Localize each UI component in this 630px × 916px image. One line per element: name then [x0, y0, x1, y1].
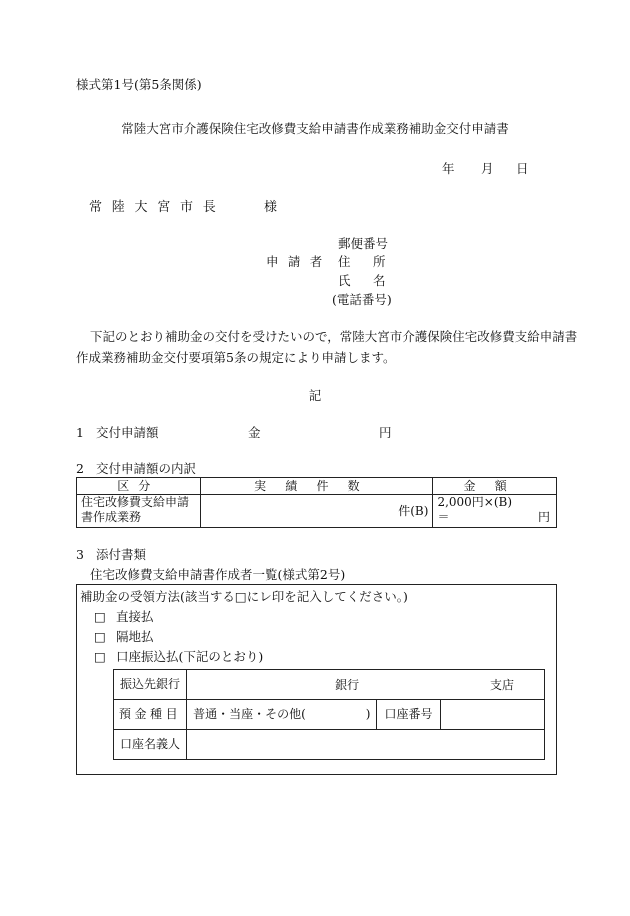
row-category-line-1: 住宅改修費支給申請 — [81, 495, 190, 509]
row-equals: ＝ — [437, 510, 450, 524]
account-type-value[interactable] — [187, 700, 377, 730]
row-count-unit: 件(B) — [398, 503, 429, 518]
option-remote-checkbox[interactable]: □ — [94, 629, 106, 644]
account-holder-label-cell — [114, 730, 187, 760]
name-label: 氏名 — [338, 273, 409, 288]
option-direct-checkbox[interactable]: □ — [94, 609, 106, 624]
account-number-label-cell — [377, 700, 440, 730]
account-holder-value[interactable] — [187, 730, 545, 760]
section-1-number: 1 — [76, 425, 84, 440]
option-remote-label: 隔地払 — [116, 629, 154, 644]
body-line-1: 下記のとおり補助金の交付を受けたいので，常陸大宮市介護保険住宅改修費支給申請書 — [90, 329, 578, 344]
ki-heading: 記 — [308, 388, 322, 403]
account-type-label: 預金種目 — [118, 707, 182, 721]
header-amount-text: 金額 — [463, 478, 526, 493]
bank-dest-label-cell — [114, 670, 187, 700]
section-2-label: 交付申請額の内訳 — [96, 461, 197, 476]
header-results-text: 実績件数 — [254, 478, 379, 493]
attachment-item: 住宅改修費支給申請書作成者一覧(様式第2号) — [90, 567, 346, 582]
section-1-kin: 金 — [248, 425, 261, 440]
row-count — [200, 495, 433, 528]
body-line-2: 作成業務補助金交付要項第5条の規定により申請します。 — [76, 350, 396, 365]
header-results — [200, 478, 433, 495]
row-category — [77, 495, 201, 528]
section-1-yen: 円 — [379, 425, 392, 440]
applicant-role-label: 申請者 — [266, 254, 332, 269]
option-direct-label: 直接払 — [116, 609, 154, 624]
postal-code-label: 郵便番号 — [338, 236, 389, 251]
account-type-label-cell — [114, 700, 187, 730]
bank-dest-value[interactable] — [187, 670, 545, 700]
bank-table — [113, 669, 545, 760]
address-label: 住所 — [338, 254, 409, 269]
row-formula: 2,000円×(B) — [437, 495, 513, 509]
account-holder-label: 口座名義人 — [120, 737, 181, 751]
account-number-value[interactable] — [440, 700, 544, 730]
date-month: 月 — [481, 161, 494, 176]
breakdown-table — [76, 477, 557, 528]
section-1-label: 交付申請額 — [96, 425, 159, 440]
receipt-method-title: 補助金の受領方法(該当する□にレ印を記入してください。) — [80, 589, 408, 604]
row-category-line-2: 書作成業務 — [81, 510, 142, 524]
row-amount — [433, 495, 557, 528]
row-total — [437, 510, 550, 525]
account-type-options: 普通・当座・その他( ) — [193, 707, 371, 721]
form-number: 様式第1号(第5条関係) — [76, 77, 202, 92]
section-2-number: 2 — [76, 461, 84, 476]
row-yen: 円 — [537, 510, 550, 524]
header-category-text: 区分 — [117, 478, 160, 493]
option-transfer-label: 口座振込払(下記のとおり) — [116, 649, 264, 664]
header-category — [77, 478, 201, 495]
account-number-label: 口座番号 — [384, 707, 433, 721]
bank-dest-label: 振込先銀行 — [120, 677, 181, 691]
date-day: 日 — [516, 161, 529, 176]
header-amount — [433, 478, 557, 495]
bank-suffix: 銀行 — [335, 678, 360, 692]
section-3-label: 添付書類 — [96, 547, 147, 562]
date-year: 年 — [442, 161, 455, 176]
section-3-number: 3 — [76, 547, 84, 562]
branch-suffix: 支店 — [489, 678, 514, 692]
addressee-honorific: 様 — [264, 200, 278, 215]
phone-label: (電話番号) — [332, 292, 392, 307]
addressee-name: 常陸大宮市長 — [89, 200, 226, 215]
document-title: 常陸大宮市介護保険住宅改修費支給申請書作成業務補助金交付申請書 — [121, 121, 509, 136]
option-transfer-checkbox[interactable]: □ — [94, 649, 106, 664]
